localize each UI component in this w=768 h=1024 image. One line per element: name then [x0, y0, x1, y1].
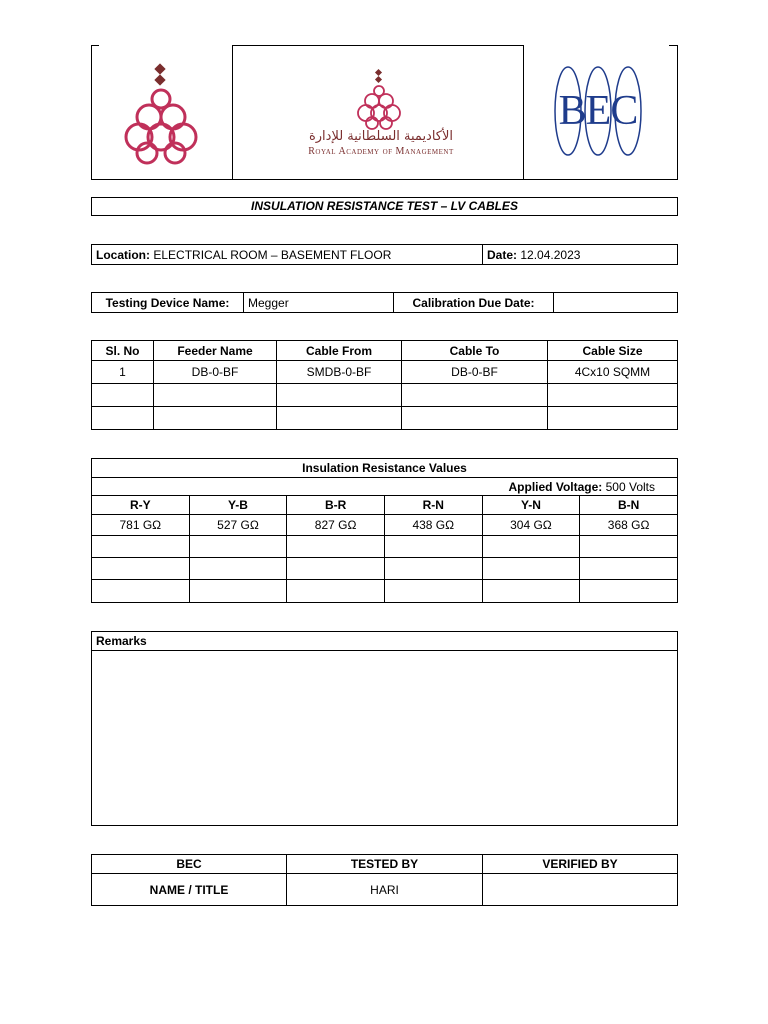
sl-no-cell	[92, 407, 154, 430]
ir-value-cell: 781 GΩ	[92, 515, 190, 536]
cable-from-cell	[277, 384, 402, 407]
ir-value-cell	[580, 536, 678, 558]
col-header-y-b: Y-B	[189, 496, 287, 515]
col-header-y-n: Y-N	[482, 496, 580, 515]
feeder-name-cell	[154, 384, 277, 407]
ir-value-cell	[580, 558, 678, 580]
ir-value-cell	[189, 558, 287, 580]
col-header-r-y: R-Y	[92, 496, 190, 515]
table-row	[92, 384, 678, 407]
cable-size-cell	[548, 384, 678, 407]
ir-value-cell	[384, 558, 482, 580]
ir-value-cell	[580, 580, 678, 603]
ir-value-cell	[384, 536, 482, 558]
sl-no-cell	[92, 384, 154, 407]
date-cell	[483, 245, 678, 265]
sl-no-cell: 1	[92, 361, 154, 384]
cable-from-cell: SMDB-0-BF	[277, 361, 402, 384]
table-row	[92, 515, 678, 536]
ir-value-cell	[287, 536, 385, 558]
cable-size-cell: 4Cx10 SQMM	[548, 361, 678, 384]
cable-to-cell	[402, 384, 548, 407]
feeder-name-cell	[154, 407, 277, 430]
header-logo-strip	[91, 45, 678, 180]
academy-center-emblem	[354, 67, 404, 132]
ir-title: Insulation Resistance Values	[92, 459, 678, 478]
remarks-table	[91, 631, 678, 826]
ir-value-cell	[384, 580, 482, 603]
bec-logo	[553, 65, 643, 157]
calibration-value	[554, 293, 678, 313]
academy-english-name: Royal Academy of Management	[308, 146, 454, 157]
ir-value-cell	[92, 580, 190, 603]
col-header-b-r: B-R	[287, 496, 385, 515]
table-row	[92, 580, 678, 603]
table-row	[92, 558, 678, 580]
academy-arabic-name: الأكاديمية السلطانية للإدارة	[308, 129, 454, 144]
feeder-name-cell: DB-0-BF	[154, 361, 277, 384]
cable-to-cell: DB-0-BF	[402, 361, 548, 384]
cable-to-cell	[402, 407, 548, 430]
ir-value-cell	[92, 536, 190, 558]
ir-value-cell	[482, 536, 580, 558]
cable-from-cell	[277, 407, 402, 430]
ir-value-cell	[482, 558, 580, 580]
col-header-cable-from: Cable From	[277, 341, 402, 361]
location-value: ELECTRICAL ROOM – BASEMENT FLOOR	[153, 247, 392, 262]
calibration-label: Calibration Due Date:	[394, 293, 554, 313]
device-name-value: Megger	[244, 293, 394, 313]
location-cell	[92, 245, 483, 265]
col-header-sl-no: Sl. No	[92, 341, 154, 361]
remarks-text	[92, 651, 678, 826]
bec-logo-text: BEC	[558, 88, 638, 134]
remarks-label: Remarks	[92, 632, 678, 651]
table-row	[92, 361, 678, 384]
ir-value-cell	[287, 558, 385, 580]
col-header-cable-size: Cable Size	[548, 341, 678, 361]
col-header-cable-to: Cable To	[402, 341, 548, 361]
ir-value-cell	[189, 580, 287, 603]
device-name-label: Testing Device Name:	[92, 293, 244, 313]
col-header-bec: BEC	[92, 855, 287, 874]
academy-emblem-logo	[111, 59, 211, 169]
col-header-r-n: R-N	[384, 496, 482, 515]
location-date-table	[91, 244, 678, 265]
insulation-resistance-table	[91, 458, 678, 603]
date-label: Date:	[487, 247, 518, 262]
applied-voltage-label: Applied Voltage:	[508, 479, 603, 494]
col-header-b-n: B-N	[580, 496, 678, 515]
signoff-table	[91, 854, 678, 906]
col-header-feeder-name: Feeder Name	[154, 341, 277, 361]
ir-value-cell	[92, 558, 190, 580]
ir-value-cell	[482, 580, 580, 603]
table-row	[92, 536, 678, 558]
applied-voltage-value: 500 Volts	[605, 479, 655, 494]
ir-value-cell: 827 GΩ	[287, 515, 385, 536]
ir-value-cell: 527 GΩ	[189, 515, 287, 536]
location-label: Location:	[96, 247, 150, 262]
ir-value-cell	[287, 580, 385, 603]
form-title: INSULATION RESISTANCE TEST – LV CABLES	[91, 197, 678, 216]
ir-value-cell: 368 GΩ	[580, 515, 678, 536]
cables-table	[91, 340, 678, 430]
date-value: 12.04.2023	[520, 247, 581, 262]
device-table	[91, 292, 678, 313]
col-header-tested-by: TESTED BY	[287, 855, 483, 874]
ir-value-cell: 438 GΩ	[384, 515, 482, 536]
name-title-label: NAME / TITLE	[92, 874, 287, 906]
cable-size-cell	[548, 407, 678, 430]
tested-by-value: HARI	[287, 874, 483, 906]
ir-value-cell: 304 GΩ	[482, 515, 580, 536]
verified-by-value	[483, 874, 678, 906]
table-row	[92, 407, 678, 430]
ir-value-cell	[189, 536, 287, 558]
col-header-verified-by: VERIFIED BY	[483, 855, 678, 874]
applied-voltage-cell	[92, 478, 678, 496]
